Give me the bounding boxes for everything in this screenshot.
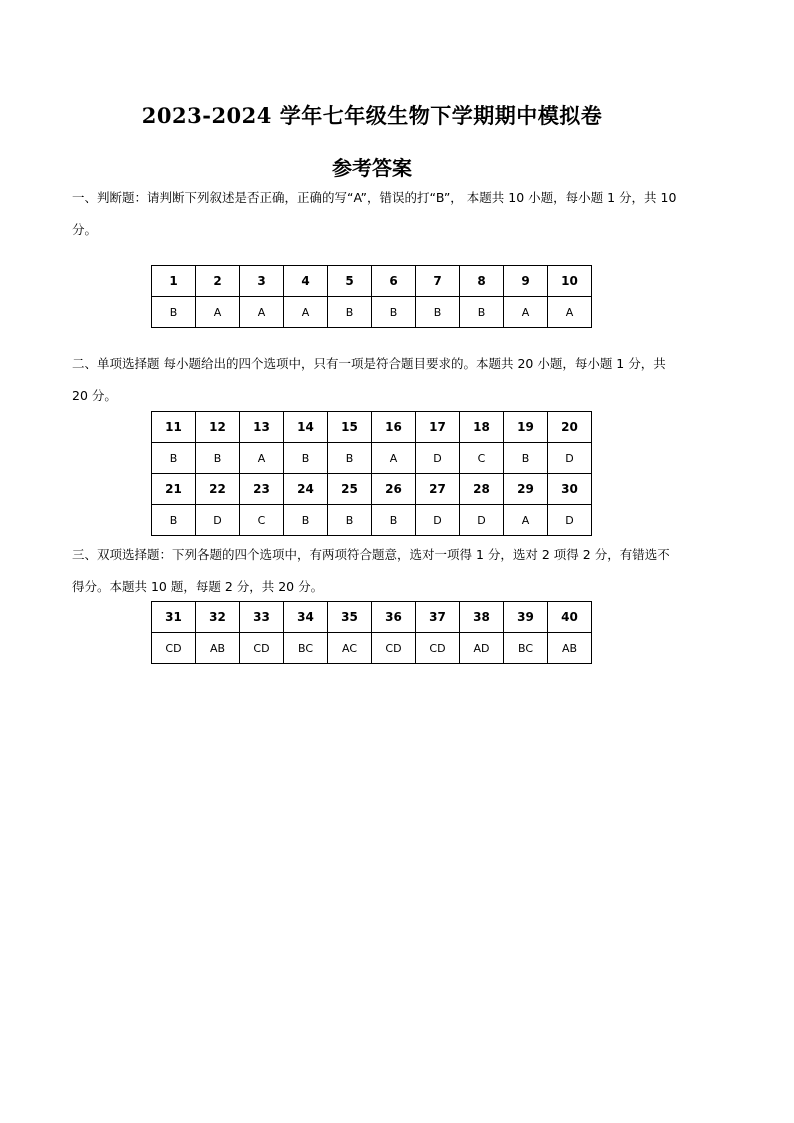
answer-cell: D (460, 505, 504, 536)
answer-cell: B (460, 297, 504, 328)
question-number: 35 (328, 602, 372, 633)
question-number: 37 (416, 602, 460, 633)
answer-cell: B (152, 443, 196, 474)
section2-answer-row (152, 505, 592, 536)
question-number: 5 (328, 266, 372, 297)
question-number: 2 (196, 266, 240, 297)
answer-cell: A (284, 297, 328, 328)
document-subtitle: 参考答案 (332, 156, 412, 180)
answer-cell: A (240, 297, 284, 328)
question-number: 23 (240, 474, 284, 505)
section1-number-row (152, 266, 592, 297)
question-number: 19 (504, 412, 548, 443)
answer-cell: AC (328, 633, 372, 664)
answer-cell: A (240, 443, 284, 474)
question-number: 11 (152, 412, 196, 443)
answer-cell: D (196, 505, 240, 536)
section2-number-row (152, 474, 592, 505)
section2-number-row (152, 412, 592, 443)
question-number: 3 (240, 266, 284, 297)
answer-cell: B (416, 297, 460, 328)
question-number: 6 (372, 266, 416, 297)
section3-number-row (152, 602, 592, 633)
question-number: 31 (152, 602, 196, 633)
document-title: 2023-2024 学年七年级生物下学期期中模拟卷 (141, 103, 603, 128)
answer-cell: B (152, 297, 196, 328)
section2-answer-row (152, 443, 592, 474)
question-number: 27 (416, 474, 460, 505)
question-number: 21 (152, 474, 196, 505)
answer-cell: B (504, 443, 548, 474)
answer-cell: CD (416, 633, 460, 664)
question-number: 36 (372, 602, 416, 633)
question-number: 33 (240, 602, 284, 633)
answer-cell: A (372, 443, 416, 474)
question-number: 34 (284, 602, 328, 633)
section2-instruction: 二、单项选择题 每小题给出的四个选项中，只有一项是符合题目要求的。本题共 20 小题，每小题 1 分，共 20 分。 (72, 356, 666, 403)
question-number: 4 (284, 266, 328, 297)
question-number: 38 (460, 602, 504, 633)
answer-cell: B (328, 297, 372, 328)
question-number: 16 (372, 412, 416, 443)
answer-cell: CD (372, 633, 416, 664)
section1-answer-table (151, 265, 592, 328)
question-number: 9 (504, 266, 548, 297)
answer-cell: CD (240, 633, 284, 664)
section3-answer-table (151, 601, 592, 664)
answer-cell: A (548, 297, 592, 328)
question-number: 7 (416, 266, 460, 297)
answer-cell: A (504, 297, 548, 328)
question-number: 24 (284, 474, 328, 505)
answer-cell: D (548, 443, 592, 474)
answer-cell: D (548, 505, 592, 536)
answer-cell: B (372, 505, 416, 536)
answer-cell: C (460, 443, 504, 474)
answer-cell: A (504, 505, 548, 536)
answer-cell: AB (196, 633, 240, 664)
answer-cell: B (284, 505, 328, 536)
answer-cell: B (196, 443, 240, 474)
question-number: 39 (504, 602, 548, 633)
answer-cell: B (284, 443, 328, 474)
section1-instruction: 一、判断题：请判断下列叙述是否正确，正确的写“A”，错误的打“B”， 本题共 10 小题，每小题 1 分，共 10 分。 (72, 190, 677, 237)
answer-cell: CD (152, 633, 196, 664)
question-number: 40 (548, 602, 592, 633)
section2-answer-table (151, 411, 592, 536)
question-number: 1 (152, 266, 196, 297)
question-number: 26 (372, 474, 416, 505)
question-number: 28 (460, 474, 504, 505)
answer-cell: B (328, 505, 372, 536)
answer-cell: AB (548, 633, 592, 664)
question-number: 25 (328, 474, 372, 505)
question-number: 22 (196, 474, 240, 505)
answer-cell: B (328, 443, 372, 474)
answer-cell: D (416, 505, 460, 536)
section3-instruction: 三、双项选择题：下列各题的四个选项中，有两项符合题意，选对一项得 1 分，选对 2 项得 2 分，有错选不得分。本题共 10 题，每题 2 分，共 20 分。 (72, 547, 670, 594)
question-number: 8 (460, 266, 504, 297)
question-number: 14 (284, 412, 328, 443)
answer-cell: A (196, 297, 240, 328)
section3-answer-row (152, 633, 592, 664)
answer-cell: D (416, 443, 460, 474)
question-number: 32 (196, 602, 240, 633)
answer-cell: B (372, 297, 416, 328)
answer-cell: BC (284, 633, 328, 664)
answer-cell: C (240, 505, 284, 536)
section1-answer-row (152, 297, 592, 328)
answer-cell: B (152, 505, 196, 536)
question-number: 10 (548, 266, 592, 297)
question-number: 29 (504, 474, 548, 505)
question-number: 18 (460, 412, 504, 443)
question-number: 30 (548, 474, 592, 505)
answer-cell: BC (504, 633, 548, 664)
question-number: 17 (416, 412, 460, 443)
question-number: 12 (196, 412, 240, 443)
question-number: 15 (328, 412, 372, 443)
answer-cell: AD (460, 633, 504, 664)
question-number: 20 (548, 412, 592, 443)
question-number: 13 (240, 412, 284, 443)
